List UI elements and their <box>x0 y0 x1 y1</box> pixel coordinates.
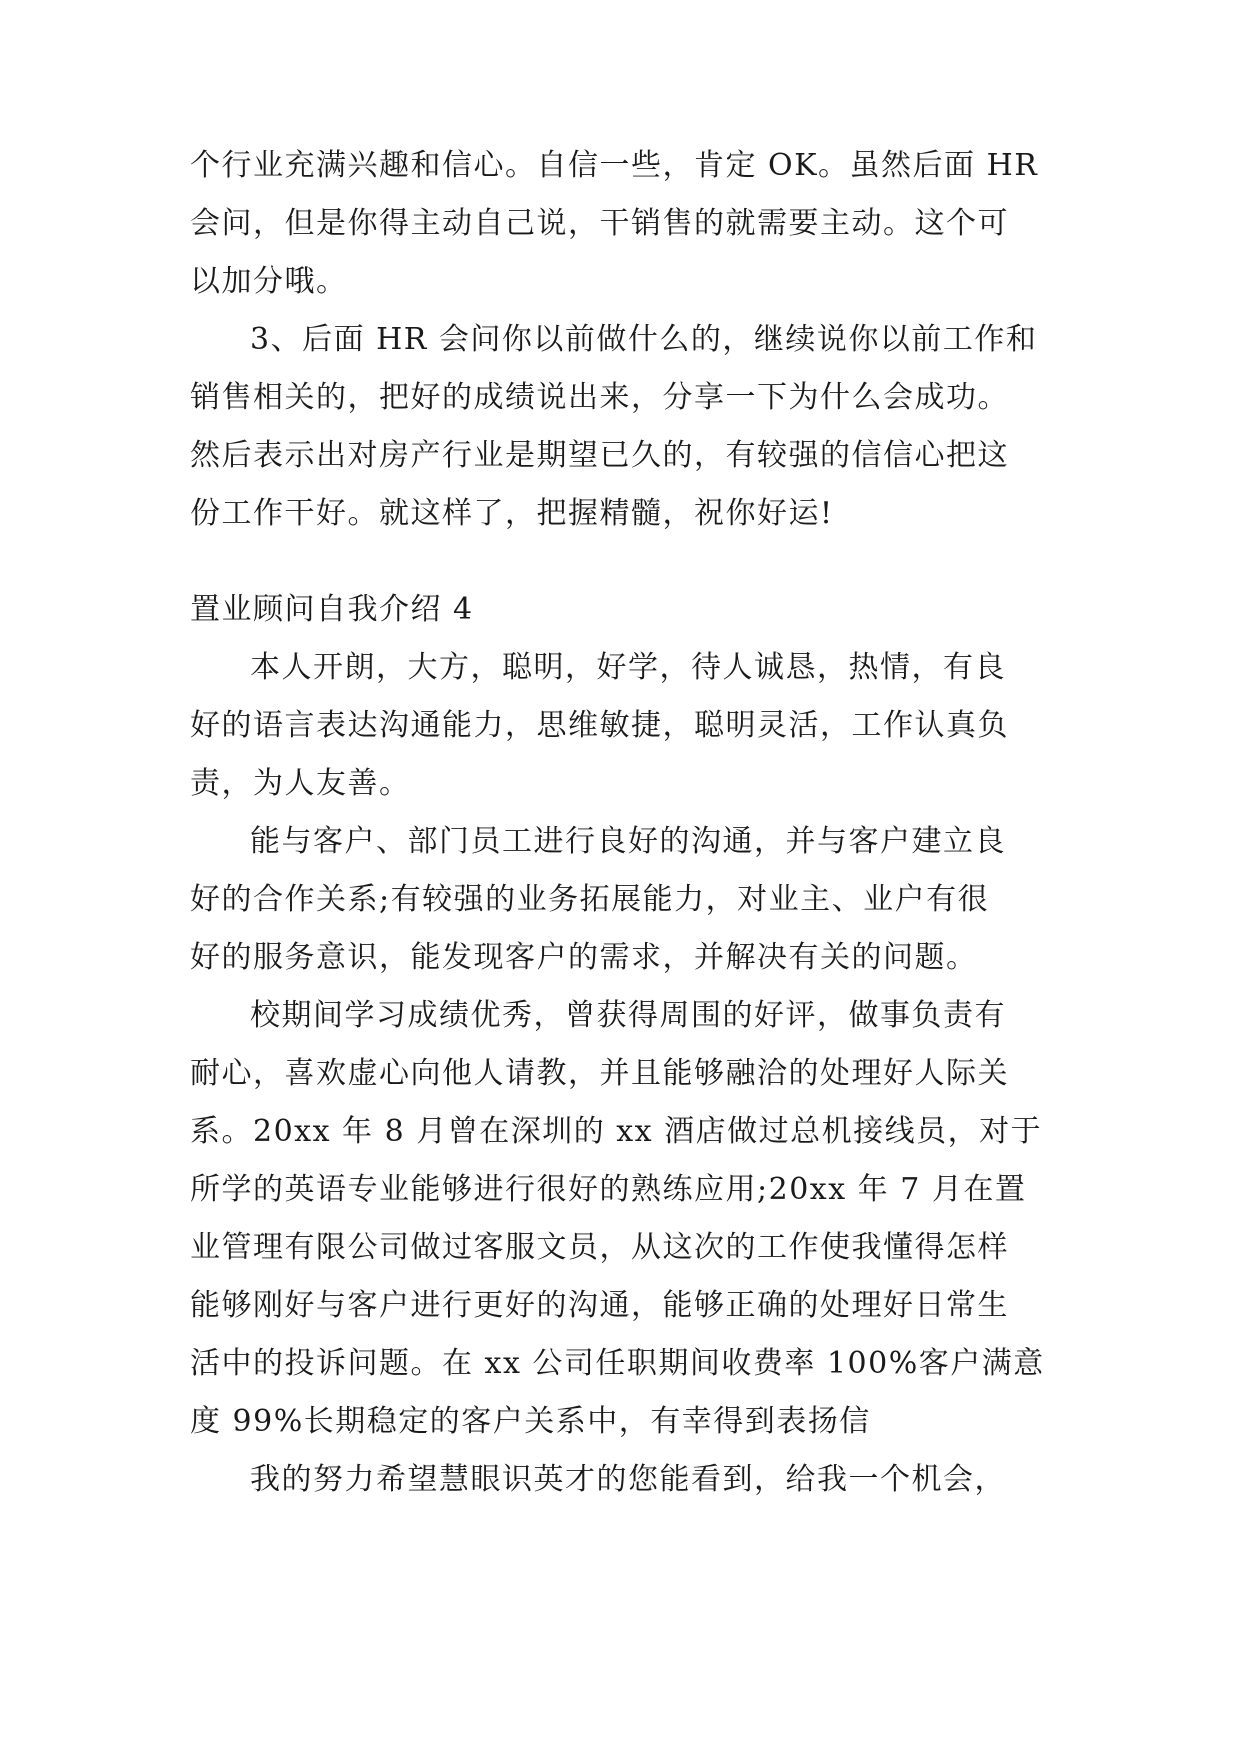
paragraph-line: 会问，但是你得主动自己说，干销售的就需要主动。这个可 <box>190 206 1009 241</box>
paragraph-line: 度 99%长期稳定的客户关系中，有幸得到表扬信 <box>190 1404 871 1439</box>
paragraph-line: 能够刚好与客户进行更好的沟通，能够正确的处理好日常生 <box>190 1288 1009 1323</box>
paragraph-line: 个行业充满兴趣和信心。自信一些，肯定 OK。虽然后面 HR <box>190 148 1039 183</box>
paragraph-line: 份工作干好。就这样了，把握精髓，祝你好运! <box>190 496 834 531</box>
paragraph-line: 耐心，喜欢虚心向他人请教，并且能够融洽的处理好人际关 <box>190 1056 1009 1091</box>
section-heading: 置业顾问自我介绍 4 <box>190 592 474 627</box>
paragraph-line: 活中的投诉问题。在 xx 公司任职期间收费率 100%客户满意 <box>190 1346 1045 1381</box>
paragraph-line: 然后表示出对房产行业是期望已久的，有较强的信信心把这 <box>190 438 1009 473</box>
paragraph-line: 本人开朗，大方，聪明，好学，待人诚恳，热情，有良 <box>250 650 1006 685</box>
paragraph-line: 业管理有限公司做过客服文员，从这次的工作使我懂得怎样 <box>190 1230 1009 1265</box>
paragraph-line: 我的努力希望慧眼识英才的您能看到，给我一个机会， <box>250 1462 1006 1497</box>
paragraph-line: 好的服务意识，能发现客户的需求，并解决有关的问题。 <box>190 940 978 975</box>
paragraph-line: 所学的英语专业能够进行很好的熟练应用;20xx 年 7 月在置 <box>190 1172 1027 1207</box>
paragraph-line: 能与客户、部门员工进行良好的沟通，并与客户建立良 <box>250 824 1006 859</box>
paragraph-line: 责，为人友善。 <box>190 766 411 801</box>
paragraph-line: 3、后面 HR 会问你以前做什么的，继续说你以前工作和 <box>250 322 1038 357</box>
paragraph-line: 好的合作关系;有较强的业务拓展能力，对业主、业户有很 <box>190 882 990 917</box>
paragraph-line: 好的语言表达沟通能力，思维敏捷，聪明灵活，工作认真负 <box>190 708 1009 743</box>
paragraph-line: 以加分哦。 <box>190 264 348 299</box>
paragraph-line: 销售相关的，把好的成绩说出来，分享一下为什么会成功。 <box>190 380 1009 415</box>
paragraph-line: 系。20xx 年 8 月曾在深圳的 xx 酒店做过总机接线员，对于 <box>190 1114 1043 1149</box>
paragraph-line: 校期间学习成绩优秀，曾获得周围的好评，做事负责有 <box>250 998 1006 1033</box>
